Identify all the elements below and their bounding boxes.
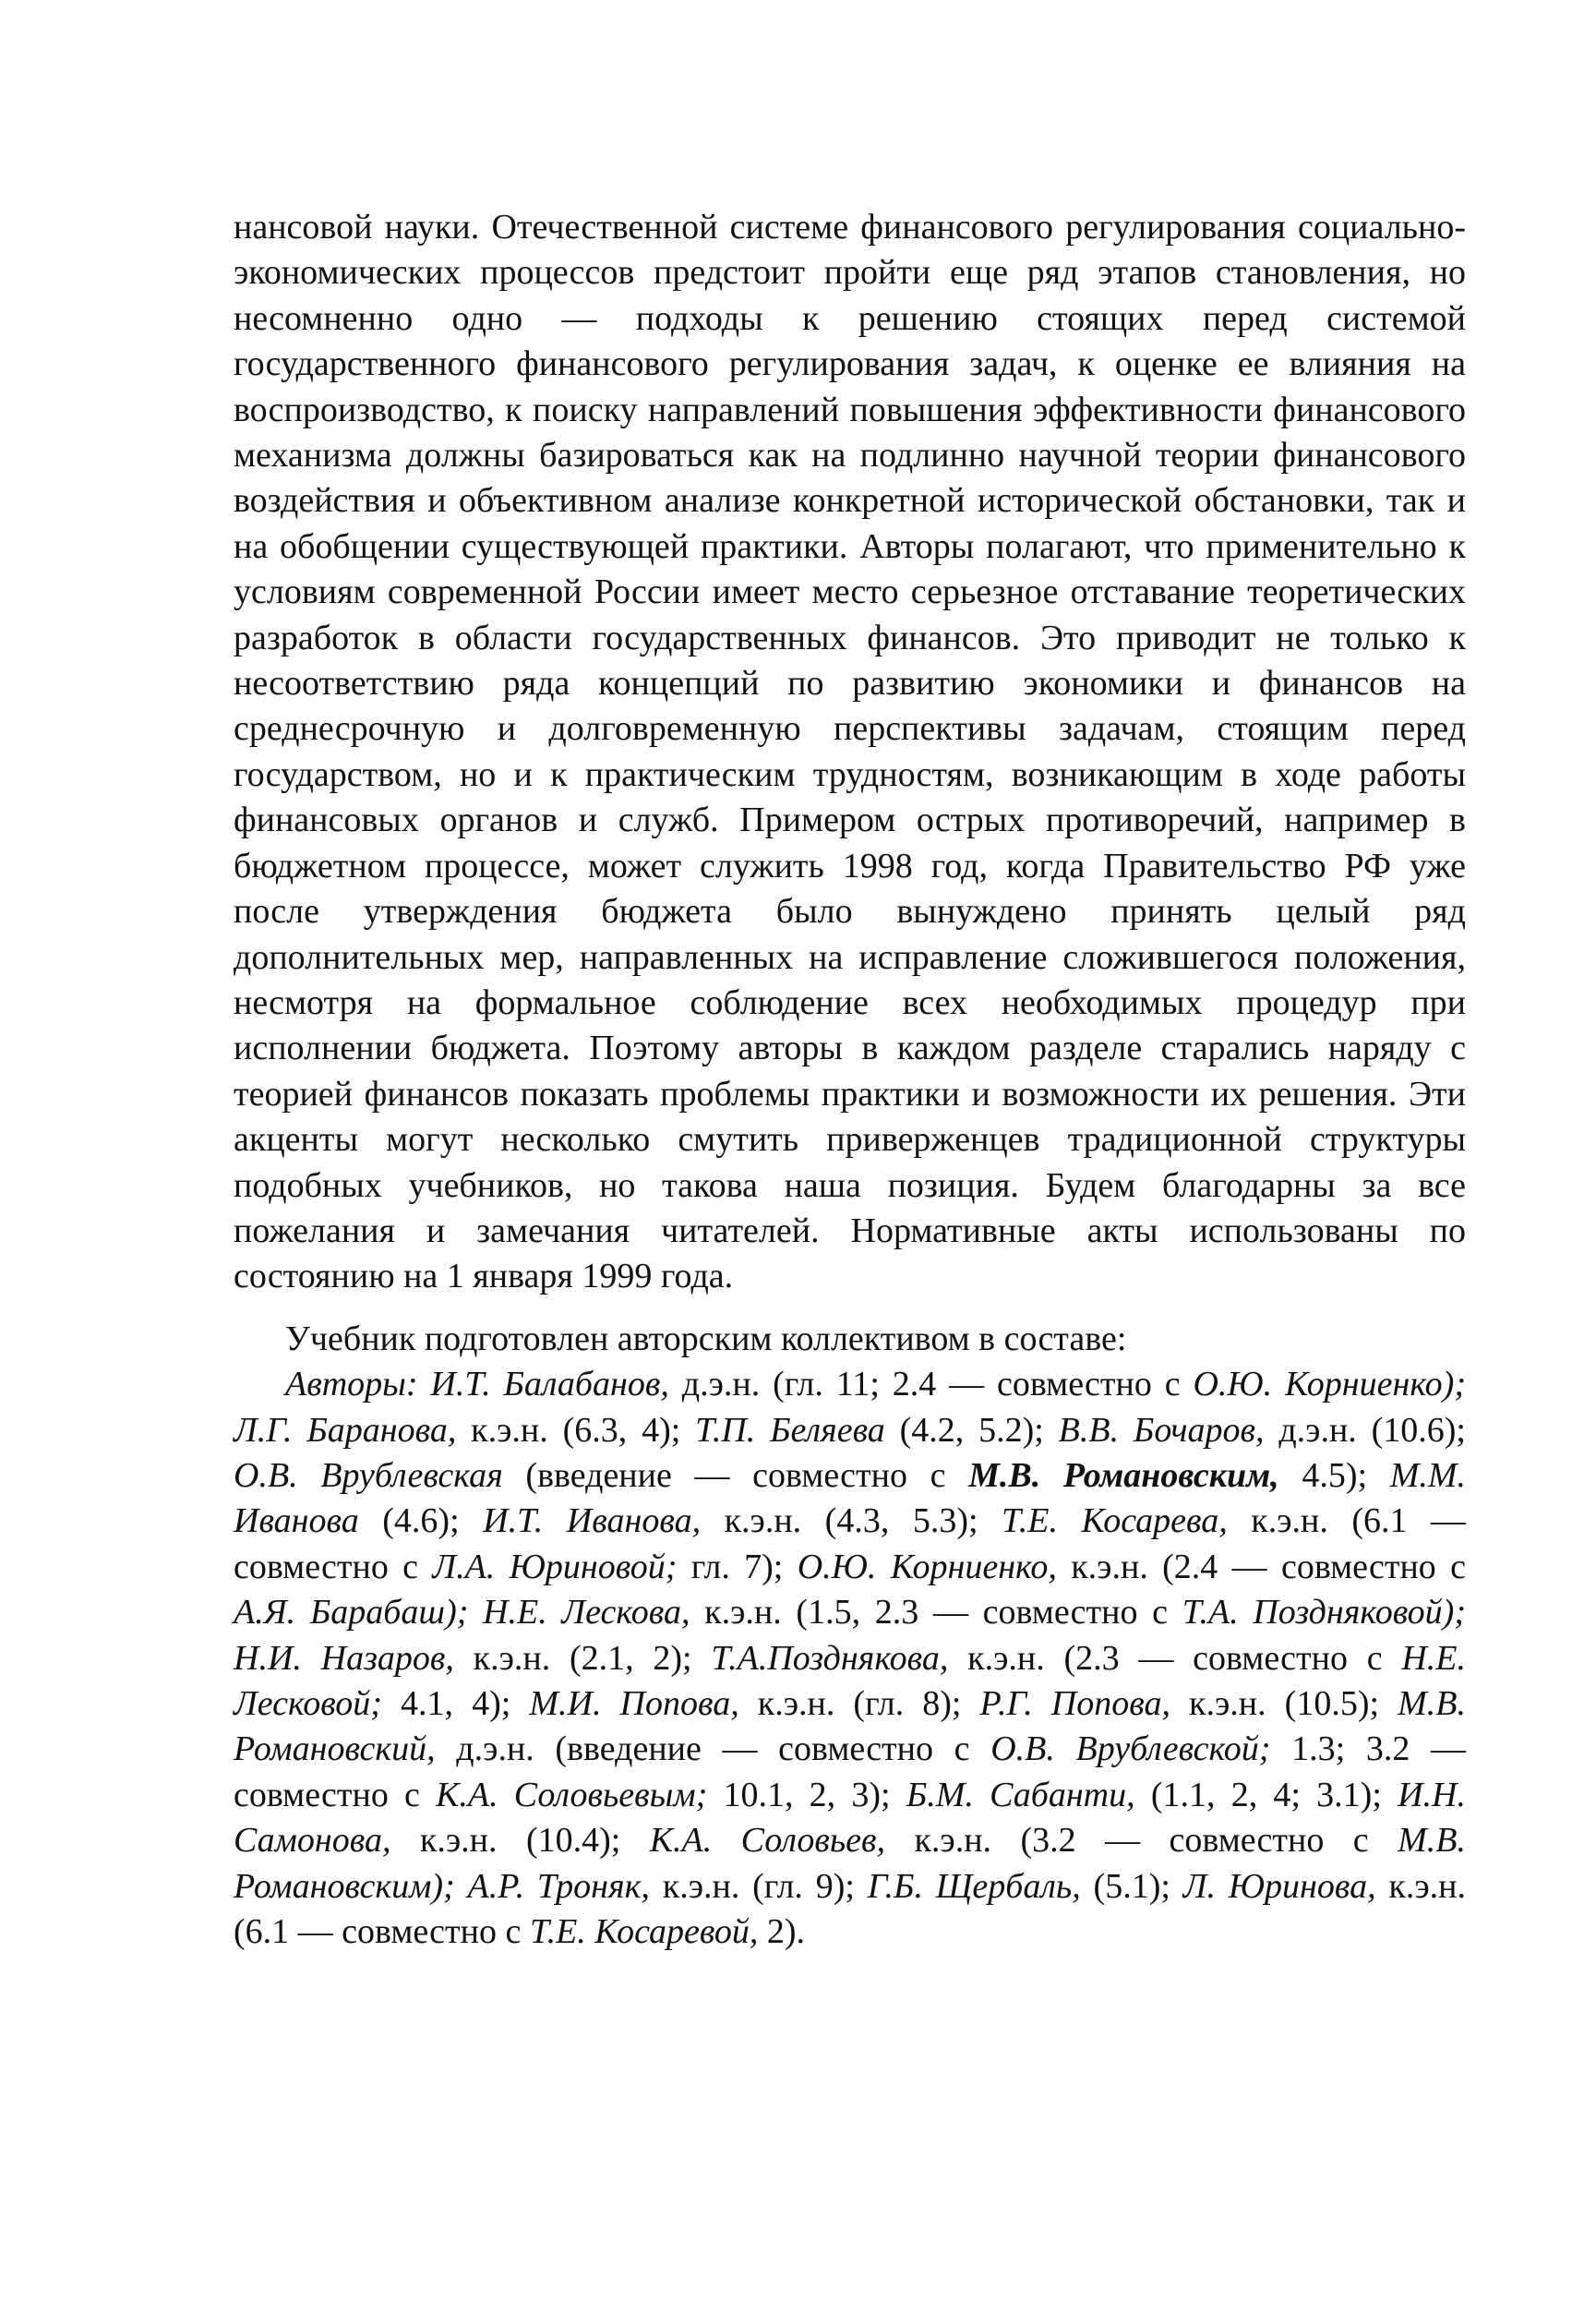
author-name-baranova: О.Ю. Корниенко); Л.Г. Баранова, <box>234 1365 1466 1450</box>
author-name-balabanov: Авторы: И.Т. Балабанов, <box>285 1365 669 1404</box>
author-entry-6 <box>968 1456 1390 1495</box>
author-entry-27 <box>530 1912 805 1951</box>
author-entry-17 <box>980 1684 1398 1723</box>
author-name-leskova-ref: Н.Е. Лесковой; <box>234 1638 1466 1723</box>
author-role-kosareva: к.э.н. (6.1 — совместно с <box>234 1501 1466 1586</box>
author-entry-11 <box>798 1548 1466 1586</box>
author-entry-8 <box>483 1501 1002 1540</box>
authors-list <box>234 1362 1466 1955</box>
author-entry-1 <box>285 1365 1193 1403</box>
author-name-scherbal: Г.Б. Щербаль, <box>867 1866 1081 1906</box>
author-role-tronyak: к.э.н. (гл. 9); <box>649 1866 868 1906</box>
author-role-belyaeva: (4.2, 5.2); <box>884 1410 1059 1450</box>
author-entry-12 <box>234 1593 1182 1632</box>
author-entry-3 <box>695 1411 1059 1450</box>
author-name-bocharov: В.В. Бочаров, <box>1058 1410 1265 1450</box>
author-role-solovyev: к.э.н. (3.2 — совместно с <box>885 1821 1398 1861</box>
author-name-kosareva-ref: Т.Е. Косаревой, <box>529 1912 759 1952</box>
author-entry-14 <box>711 1639 1401 1678</box>
author-name-tronyak: М.В. Романовским); А.Р. Троняк, <box>234 1821 1466 1906</box>
author-role-scherbal: (5.1); <box>1080 1866 1183 1906</box>
author-name-pozdnyakova: Т.А.Позднякова, <box>711 1638 949 1678</box>
author-name-vrublevskaya-ref: О.В. Врублевской; <box>990 1729 1271 1769</box>
author-entry-23 <box>650 1821 1398 1860</box>
author-role-kornienko: к.э.н. (2.4 — совместно с <box>1056 1547 1466 1586</box>
author-entry-10 <box>432 1548 797 1586</box>
author-name-popova-rg: Р.Г. Попова, <box>979 1684 1170 1723</box>
author-role-ivanova-it: к.э.н. (4.3, 5.3); <box>701 1501 1002 1541</box>
author-role-popova-mi: к.э.н. (гл. 8); <box>738 1684 980 1723</box>
author-name-kornienko: О.Ю. Корниенко, <box>797 1547 1057 1586</box>
author-name-leskova: А.Я. Барабаш); Н.Е. Лескова, <box>234 1593 690 1632</box>
author-role-nazarov: к.э.н. (2.1, 2); <box>453 1638 712 1678</box>
author-role-romanovsky-ref: 4.5); <box>1278 1455 1390 1495</box>
author-role-ivanova-mm: (4.6); <box>358 1501 484 1541</box>
body-paragraph: нансовой науки. Отечественной системе финансового регулирования социально-экономических процессов предстоит пройти еще ряд этапов становления, но несомненно одно — подходы к решению стоящих перед системой государственного финансового регулирования задач, к оценке ее влияния на воспроизводство, к поиску направлений повышения эффективности финансового механизма должны базироваться как на подлинно научной теории финансового воздействия и объективном анализе конкретной исторической обстановки, так и на обобщении существующей практики. Авторы полагают, что применительно к условиям современной России имеет место серьезное отставание теоретических разработок в области государственных финансов. Это приводит не только к несоответствию ряда концепций по развитию экономики и финансов на среднесрочную и долговременную перспективы задачам, стоящим перед государством, но и к практическим трудностям, возникающим в ходе работы финансовых органов и служб. Примером острых противоречий, например в бюджетном процессе, может служить 1998 год, когда Правительство РФ уже после утверждения бюджета было вынуждено принять целый ряд дополнительных мер, направленных на исправление сложившегося положения, несмотря на формальное соблюдение всех необходимых процедур при исполнении бюджета. Поэтому авторы в каждом разделе старались наряду с теорией финансов показать проблемы практики и возможности их решения. Эти акценты могут несколько смутить приверженцев традиционной структуры подобных учебников, но такова наша позиция. Будем благодарны за все пожелания и замечания читателей. Нормативные акты использованы по состоянию на 1 января 1999 года. <box>234 208 1466 1296</box>
author-name-belyaeva: Т.П. Беляева <box>695 1410 885 1450</box>
author-role-bocharov: д.э.н. (10.6); <box>1264 1410 1466 1450</box>
author-role-yurinova: к.э.н. (6.1 — совместно с <box>234 1866 1467 1952</box>
author-role-leskova-ref: 4.1, 4); <box>381 1684 530 1723</box>
author-entry-21 <box>906 1776 1398 1814</box>
author-role-vrublevskaya-ref: 1.3; 3.2 — совместно с <box>234 1729 1466 1814</box>
author-name-ivanova-mm: М.М. Иванова <box>234 1455 1466 1541</box>
author-role-leskova: к.э.н. (1.5, 2.3 — совместно с <box>690 1593 1182 1632</box>
author-role-samonova: к.э.н. (10.4); <box>390 1821 650 1861</box>
author-name-popova-mi: М.И. Попова, <box>529 1684 739 1723</box>
page-body <box>234 205 1466 1955</box>
author-role-pozdnyakova: к.э.н. (2.3 — совместно с <box>948 1638 1402 1678</box>
author-name-samonova: И.Н. Самонова, <box>234 1775 1466 1861</box>
author-name-romanovsky-ref: М.В. Романовским, <box>968 1455 1279 1495</box>
author-role-baranova: к.э.н. (6.3, 4); <box>456 1410 696 1450</box>
author-name-romanovsky: М.В. Романовский, <box>234 1684 1466 1769</box>
author-entry-25 <box>868 1867 1183 1906</box>
author-entry-5 <box>234 1456 968 1495</box>
author-entry-20 <box>436 1776 906 1814</box>
author-name-nazarov: Т.А. Поздняковой); Н.И. Назаров, <box>234 1593 1466 1678</box>
author-role-kosareva-ref: 2). <box>758 1912 805 1952</box>
author-role-solovyev-ref: 10.1, 2, 3); <box>707 1775 906 1814</box>
author-role-balabanov: д.э.н. (гл. 11; 2.4 — совместно с <box>668 1365 1194 1404</box>
author-role-vrublevskaya: (введение — совместно с <box>502 1455 969 1495</box>
author-name-vrublevskaya: О.В. Врублевская <box>234 1455 503 1495</box>
author-entry-4 <box>1059 1411 1466 1450</box>
author-name-solovyev-ref: К.А. Соловьевым; <box>436 1775 708 1814</box>
author-name-yurinova: Л. Юринова, <box>1182 1866 1376 1906</box>
author-name-sabanti: Б.М. Сабанти, <box>906 1775 1135 1814</box>
author-name-yurinova-ref: Л.А. Юриновой; <box>432 1547 678 1586</box>
author-name-ivanova-it: И.Т. Иванова, <box>483 1501 702 1541</box>
author-role-romanovsky: д.э.н. (введение — совместно с <box>435 1729 991 1769</box>
author-role-sabanti: (1.1, 2, 4; 3.1); <box>1134 1775 1398 1814</box>
author-name-kosareva: Т.Е. Косарева, <box>1002 1501 1228 1541</box>
author-entry-16 <box>529 1684 979 1723</box>
author-role-popova-rg: к.э.н. (10.5); <box>1170 1684 1398 1723</box>
authors-intro: Учебник подготовлен авторским коллективом в составе: <box>285 1319 1127 1358</box>
author-role-yurinova-ref: гл. 7); <box>677 1547 798 1586</box>
author-name-solovyev: К.А. Соловьев, <box>649 1821 885 1861</box>
